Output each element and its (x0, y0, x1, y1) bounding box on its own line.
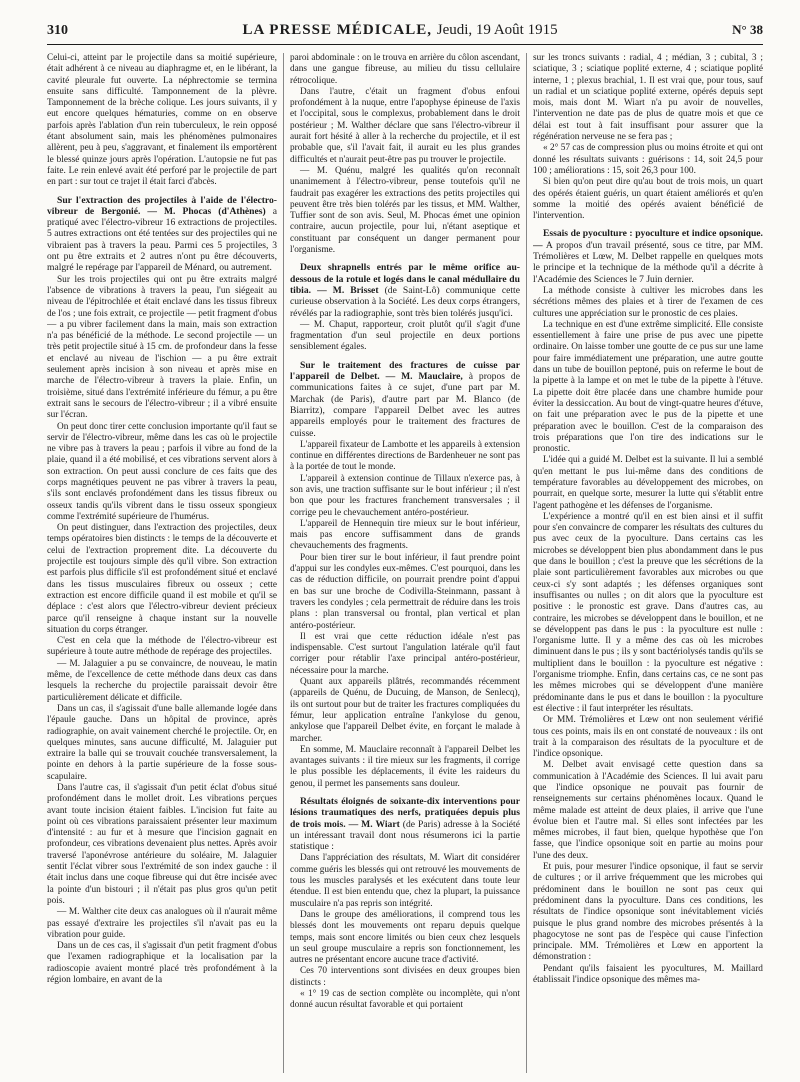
paragraph: Dans un cas, il s'agissait d'une balle allemande logée dans l'épaule gauche. Dans un hôpital de province, après radiographie, on avait vainement cherché le projectile. Or, en quelques minutes, sans aucune difficulté, M. Jalaguier put extraire la balle qui se trouvait couchée transversalement, la pointe en dehors à la partie supérieure de la fosse sous-scapulaire. (47, 703, 277, 782)
section-heading (290, 262, 520, 318)
paragraph: — M. Quénu, malgré les qualités qu'on reconnaît unanimement à l'électro-vibreur, pense toutefois qu'il ne faudrait pas exagérer les extractions des petits projectiles qui peuvent être très bien tolérés par les tissus, et MM. Walther, Tuffier sont de son avis. Seul, M. Phocas émet une opinion contraire, aucun projectile, pour lui, n'étant aseptique et constituant par conséquent un danger permanent pour l'organisme. (289, 165, 520, 256)
paragraph: C'est en cela que la méthode de l'électro-vibreur est supérieure à toute autre méthode de repérage des projectiles. (47, 636, 277, 658)
section-heading (533, 228, 763, 284)
paragraph: L'idée qui a guidé M. Delbet est la suivante. Il lui a semblé qu'en mettant le pus lui-même dans des conditions de température favorables au développement des microbes, on pourrait, en quelque sorte, mesurer la lutte qui s'établit entre l'agent pathogène et les défenses de l'organisme. (532, 455, 763, 511)
paragraph: « 1° 19 cas de section complète ou incomplète, qui n'ont donné aucun résultat favorable et qui portaient (289, 989, 520, 1011)
paragraph: Si bien qu'on peut dire qu'au bout de trois mois, un quart des opérés étaient guéris, un quart étaient améliorés et qu'en somme la moitié des opérés avaient bénéficié de l'intervention. (532, 177, 763, 222)
heading-continuation: a pratiqué avec l'électro-vibreur 16 extractions de projectiles. 5 autres extractions ont été tentées sur des projectiles qui ne vibraient pas à travers la peau. Parmi ces 5 projectiles, 3 ont pu être extraits et 2 autres n'ont pu être découverts, malgré le repérage par l'appareil de Ménard, ou autrement. (47, 205, 277, 274)
paragraph: « 2° 57 cas de compression plus ou moins étroite et qui ont donné les résultats suivants : guérisons : 14, soit 24,5 pour 100 ; améliorations : 15, soit 26,3 pour 100. (532, 143, 763, 176)
heading-text: Sur l'extraction des projectiles à l'aide de l'électro-vibreur de Bergonié. — M. Phocas (d'Athènes) (47, 194, 277, 217)
paragraph: sur les troncs suivants : radial, 4 ; médian, 3 ; cubital, 3 ; sciatique, 3 ; sciatique poplité externe, 4 ; sciatique poplité interne, 1 ; plexus brachial, 1. Il est vrai que, pour tous, sauf un radial et un sciatique poplité externe, opérés depuis sept mois, mais dont M. Wiart n'a pu avoir de nouvelles, l'intervention ne date pas de plus de quatre mois et que ce délai est tout à fait insuffisant pour assurer que la régénération nerveuse ne se fera pas ; (532, 53, 763, 143)
heading-continuation: (de Saint-Lô) communique cette curieuse observation à la Société. Les deux corps étrangers, révélés par la radiographie, sont très bien tolérés jusqu'ici. (289, 284, 520, 319)
paragraph: — M. Walther cite deux cas analogues où il n'aurait même pas essayé d'extraire les projectiles s'il n'avait pas eu la vibration pour guide. (47, 907, 277, 940)
paragraph: Dans un de ces cas, il s'agissait d'un petit fragment d'obus que l'examen radiographique et la localisation par la radioscopie avaient montré placé très profondément à la région lombaire, en avant de la (47, 941, 277, 986)
column-left (47, 53, 277, 1073)
heading-continuation: A propos d'un travail présenté, sous ce titre, par MM. Trémolières et Lœw, M. Delbet rappelle en quelques mots le principe et la technique de la méthode qu'il a décrite à l'Académie des Sciences le 7 Juin dernier. (532, 239, 763, 285)
heading-text: Essais de pyoculture : pyoculture et indice opsonique. — (532, 228, 763, 251)
paragraph: M. Delbet avait envisagé cette question dans sa communication à l'Académie des Sciences. Il lui avait paru que l'indice opsonique ne pouvait pas fournir de renseignements sur certains phénomènes locaux. Quand le même malade est atteint de deux plaies, il arrive que l'une évolue bien et l'autre mal. Si elles sont infectées par les mêmes microbes, il faut bien, quelque hypothèse que l'on fasse, que l'indice opsonique soit en partie au moins pour l'une des deux. (532, 760, 763, 861)
column-middle (290, 53, 520, 1073)
paragraph: L'appareil fixateur de Lambotte et les appareils à extension continue en différentes directions de Bardenheuer ne sont pas à la portée de tout le monde. (289, 439, 520, 473)
heading-text: Deux shrapnells entrés par le même orifice au-dessous de la rotule et logés dans le canal médullaire du tibia. — M. Brisset (289, 262, 520, 296)
section-heading (47, 195, 277, 274)
issue-date: Jeudi, 19 Août 1915 (436, 22, 558, 38)
paragraph: On peut distinguer, dans l'extraction des projectiles, deux temps opératoires bien distincts : le temps de la découverte et celui de l'extraction proprement dite. La découverte du projectile est toujours simple dès qu'il vibre. Son extraction est parfois plus difficile s'il est profondément situé et enclavé dans les tissus musculaires fibreux ou osseux ; cette extraction est encore difficile quand il est mobile et qu'il se déplace : c'est alors que l'électro-vibreur devient précieux parce qu'il renseigne à chaque instant sur la nouvelle situation du corps étranger. (47, 523, 277, 635)
column-right (533, 53, 763, 1073)
paragraph: L'appareil à extension continue de Tillaux n'exerce pas, à son avis, une traction suffisante sur le bout inférieur ; il n'est bon que pour les fractures franchement transversales ; il corrige peu le chevauchement antéro-postérieur. (289, 473, 520, 518)
header-rule (47, 44, 763, 45)
paragraph: Il est vrai que cette réduction idéale n'est pas indispensable. C'est surtout l'angulation latérale qu'il faut corriger pour rétablir l'axe principal antéro-postérieur, nécessaire pour la marche. (289, 631, 520, 676)
paragraph: La technique en est d'une extrême simplicité. Elle consiste essentiellement à faire une prise de pus avec une pipette ordinaire. On laisse tomber une goutte de ce pus sur une lame pour faire immédiatement une préparation, une autre goutte dans un tube de bouillon peptoné, puis on referme le bout de la pipette à la lampe et on met le tube de la pipette à l'étuve. La pipette doit être placée dans une chambre humide pour éviter la dessiccation. Au bout de vingt-quatre heures d'étuve, on fait une préparation avec le pus de la pipette et une préparation avec le bouillon. C'est de la comparaison des trois préparations que l'on tire des indications sur le pronostic. (532, 319, 763, 455)
column-divider (283, 53, 284, 1073)
paragraph: L'appareil de Hennequin tire mieux sur le bout inférieur, mais pas encore suffisamment dans de grands chevauchements des fragments. (289, 518, 520, 552)
paragraph: paroi abdominale : on le trouva en arrière du côlon ascendant, dans une gangue fibreuse, au milieu du tissu cellulaire rétrocolique. (289, 53, 520, 86)
paragraph: Pour bien tirer sur le bout inférieur, il faut prendre point d'appui sur les condyles eux-mêmes. C'est pourquoi, dans les cas de réduction difficile, on pourrait prendre point d'appui en bas sur une broche de Codivilla-Steinmann, passant à travers les condyles ; cela permettrait de réduire dans les trois plans : plan transversal ou frontal, plan vertical et plan antéro-postérieur. (289, 552, 520, 631)
paragraph: La méthode consiste à cultiver les microbes dans les sécrétions mêmes des plaies et à tirer de l'examen de ces cultures une appréciation sur le pronostic de ces plaies. (532, 285, 763, 319)
journal-title (243, 22, 558, 39)
paragraph: Or MM. Trémolières et Lœw ont non seulement vérifié tous ces points, mais ils en ont constaté de nouveaux : ils ont trait à la comparaison des résultats de la pyoculture et de l'indice opsonique. (532, 715, 763, 760)
heading-continuation: (de Paris) adresse à la Société un intéressant travail dont nous résumerons ici la partie statistique : (289, 818, 520, 853)
paragraph: Sur les trois projectiles qui ont pu être extraits malgré l'absence de vibrations à travers la peau, l'un siégeait au niveau de l'épitrochlée et était enclavé dans les tissus fibreux de l'os ; une fois extrait, ce projectile — petit fragment d'obus — a pu vibrer facilement dans la main, mais son extraction n'a pas bénéficié de la méthode. Le second projectile — un très petit projectile situé à 15 cm. de profondeur dans la fesse et enclavé au niveau de l'ischion — a pu être extrait seulement après incision à son niveau et après mise en marche de l'électro-vibreur à travers la plaie. Enfin, un troisième, situé dans l'extrémité inférieure du fémur, a pu être extrait sans le secours de l'électro-vibreur ; il a vibré ensuite sur l'écran. (47, 274, 277, 421)
page-header (47, 22, 763, 42)
journal-name: LA PRESSE MÉDICALE, (242, 22, 433, 38)
issue-number: N° 38 (732, 22, 763, 37)
heading-text: Sur le traitement des fractures de cuisse par l'appareil de Delbet. — M. Mauclaire, (289, 359, 520, 383)
paragraph: En somme, M. Mauclaire reconnaît à l'appareil Delbet les avantages suivants : il tire mieux sur les fragments, il corrige le plus possible les déplacements, il évite les raideurs du genou, il permet les pansements sans douleur. (289, 744, 520, 789)
paragraph: Ces 70 interventions sont divisées en deux groupes bien distincts : (289, 966, 520, 988)
heading-text: Résultats éloignés de soixante-dix interventions pour lésions traumatiques des nerfs, pratiquées depuis plus de trois mois. — M. Wiart (289, 796, 520, 830)
paragraph: Dans l'appréciation des résultats, M. Wiart dit considérer comme guéris les blessés qui ont retrouvé les mouvements de tous les muscles paralysés et les exécutent dans toute leur étendue. Il est bien entendu que, chez la plupart, la puissance musculaire n'a pas repris son intégrité. (289, 853, 520, 909)
paragraph: Pendant qu'ils faisaient les pyocultures, M. Maillard établissait l'indice opsonique des mêmes ma- (532, 963, 763, 986)
column-divider (526, 53, 527, 1073)
text-columns (47, 53, 763, 1073)
paragraph: Celui-ci, atteint par le projectile dans sa moitié supérieure, était adhérent à ce niveau au diaphragme et, en le libérant, la cavité pleurale fut ouverte. La néphrectomie se termina ensuite sans difficulté. Tamponnement de la plèvre. Tamponnement de la brèche colique. Les jours suivants, il y eut encore quelques hématuries, comme on en observe parfois après l'ablation d'un rein tuberculeux, le rein opposé étant absolument sain, mais les phénomènes pulmonaires allèrent, peu à peu, s'aggravant, et finalement ils emportèrent le blessé quinze jours après l'opération. L'autopsie ne fut pas faite. Le rein enlevé avait été perforé par le projectile de part en part : sur tout ce trajet il était farci d'abcès. (47, 53, 277, 188)
paragraph: Dans l'autre cas, il s'agissait d'un petit éclat d'obus situé profondément dans le mollet droit. Les vibrations perçues avant toute incision étaient faibles. L'incision fut faite au point où ces vibrations paraissaient présenter leur maximum d'intensité : au fur et à mesure que l'incision gagnait en profondeur, ces vibrations devenaient plus nettes. Après avoir traversé l'aponévrose antérieure du soléaire, M. Jalaguier sentit l'éclat vibrer sous l'extrémité de son index gauche : il était inclus dans une coque fibreuse qui dut être incisée avec la pointe d'un bistouri ; il n'était pas plus gros qu'un petit pois. (47, 783, 277, 906)
paragraph: — M. Chaput, rapporteur, croit plutôt qu'il s'agit d'une fragmentation d'un seul projectile en deux portions sensiblement égales. (289, 319, 520, 353)
paragraph: Dans le groupe des améliorations, il comprend tous les blessés dont les mouvements ont reparu depuis quelque temps, mais sont encore limités ou bien ceux chez lesquels un seul groupe musculaire a repris son fonctionnement, les autres ne présentant encore aucune trace d'activité. (289, 909, 520, 966)
heading-continuation: à propos de communications faites à ce sujet, d'une part par M. Marchak (de Paris), d'autre part par M. Blanco (de Biarritz), compare l'appareil Delbet avec les autres appareils employés pour le traitement des fractures de cuisse. (289, 371, 520, 439)
section-heading (290, 360, 520, 439)
page-number: 310 (47, 23, 68, 38)
paragraph: Dans l'autre, c'était un fragment d'obus enfoui profondément à la nuque, entre l'apophyse épineuse de l'axis et l'occipital, sous le complexus, probablement dans le droit postérieur ; M. Walther déclare que sans l'électro-vibreur il aurait fort hésité à aller à la recherche du projectile, et il est probable que, s'il l'avait fait, il aurait eu les plus grandes difficultés et n'aurait peut-être pas pu trouver le projectile. (289, 86, 520, 165)
paragraph: L'expérience a montré qu'il en est bien ainsi et il suffit pour s'en convaincre de comparer les résultats des cultures du pus avec ceux de la pyoculture. Dans certains cas les microbes se développent bien plus abondamment dans le pus que dans le bouillon ; c'est la preuve que les sécrétions de la plaie sont particulièrement favorables aux microbes ou que ceux-ci s'y sont adaptés ; les défenses organiques sont insuffisantes ou nulles ; on dit alors que la pyoculture est positive : le pronostic est grave. Dans d'autres cas, au contraire, les microbes se développent dans le bouillon, et ne se développent pas dans le pus : la pyoculture est nulle : l'organisme lutte. Il y a même des cas où les microbes diminuent dans le pus ; ils y sont bactériolysés tandis qu'ils se multiplient dans le bouillon : la pyoculture est négative : l'organisme triomphe. Enfin, dans certains cas, ce ne sont pas les mêmes microbes qui se développent d'une manière prédominante dans le pus et dans le bouillon : la pyoculture est élective : il faut interpréter les résultats. (532, 511, 763, 714)
paragraph: — M. Jalaguier a pu se convaincre, de nouveau, le matin même, de l'excellence de cette méthode dans deux cas dans lesquels la recherche du projectile paraissait devoir être particulièrement délicate et difficile. (47, 658, 277, 703)
paragraph: Et puis, pour mesurer l'indice opsonique, il faut se servir de cultures ; or il arrive fréquemment que les microbes qui prédominent dans le bouillon ne sont pas ceux qui prédominent dans la pyoculture. Dans ces conditions, les résultats de l'indice opsonique sont inévitablement viciés puisque le plus grand nombre des microbes présentés à la phagocytose ne sont pas de l'espèce qui cause l'infection principale. MM. Trémolières et Lœw en apportent la démonstration : (532, 862, 763, 963)
paragraph: On peut donc tirer cette conclusion importante qu'il faut se servir de l'électro-vibreur, même dans les cas où le projectile ne vibre pas à travers la peau ; parfois il vibre au fond de la plaie, quand il a été mobilisé, et ces vibrations servent alors à son extraction. On peut aussi conclure de ces faits que des corps magnétiques peuvent ne pas vibrer à travers la peau, s'ils sont enclavés profondément dans les tissus fibreux ou osseux tandis qu'ils vibrent dans le tissu osseux spongieux comme l'extrémité supérieure de l'humérus. (47, 421, 277, 522)
paragraph: Quant aux appareils plâtrés, recommandés récemment (appareils de Quénu, de Ducuing, de Manson, de Senlecq), ils ont surtout pour but de traiter les fractures compliquées du fémur, leur application entraîne l'ankylose du genou, ankylose que l'appareil Delbet évite, en forçant le malade à marcher. (289, 677, 520, 744)
section-heading (290, 796, 520, 852)
